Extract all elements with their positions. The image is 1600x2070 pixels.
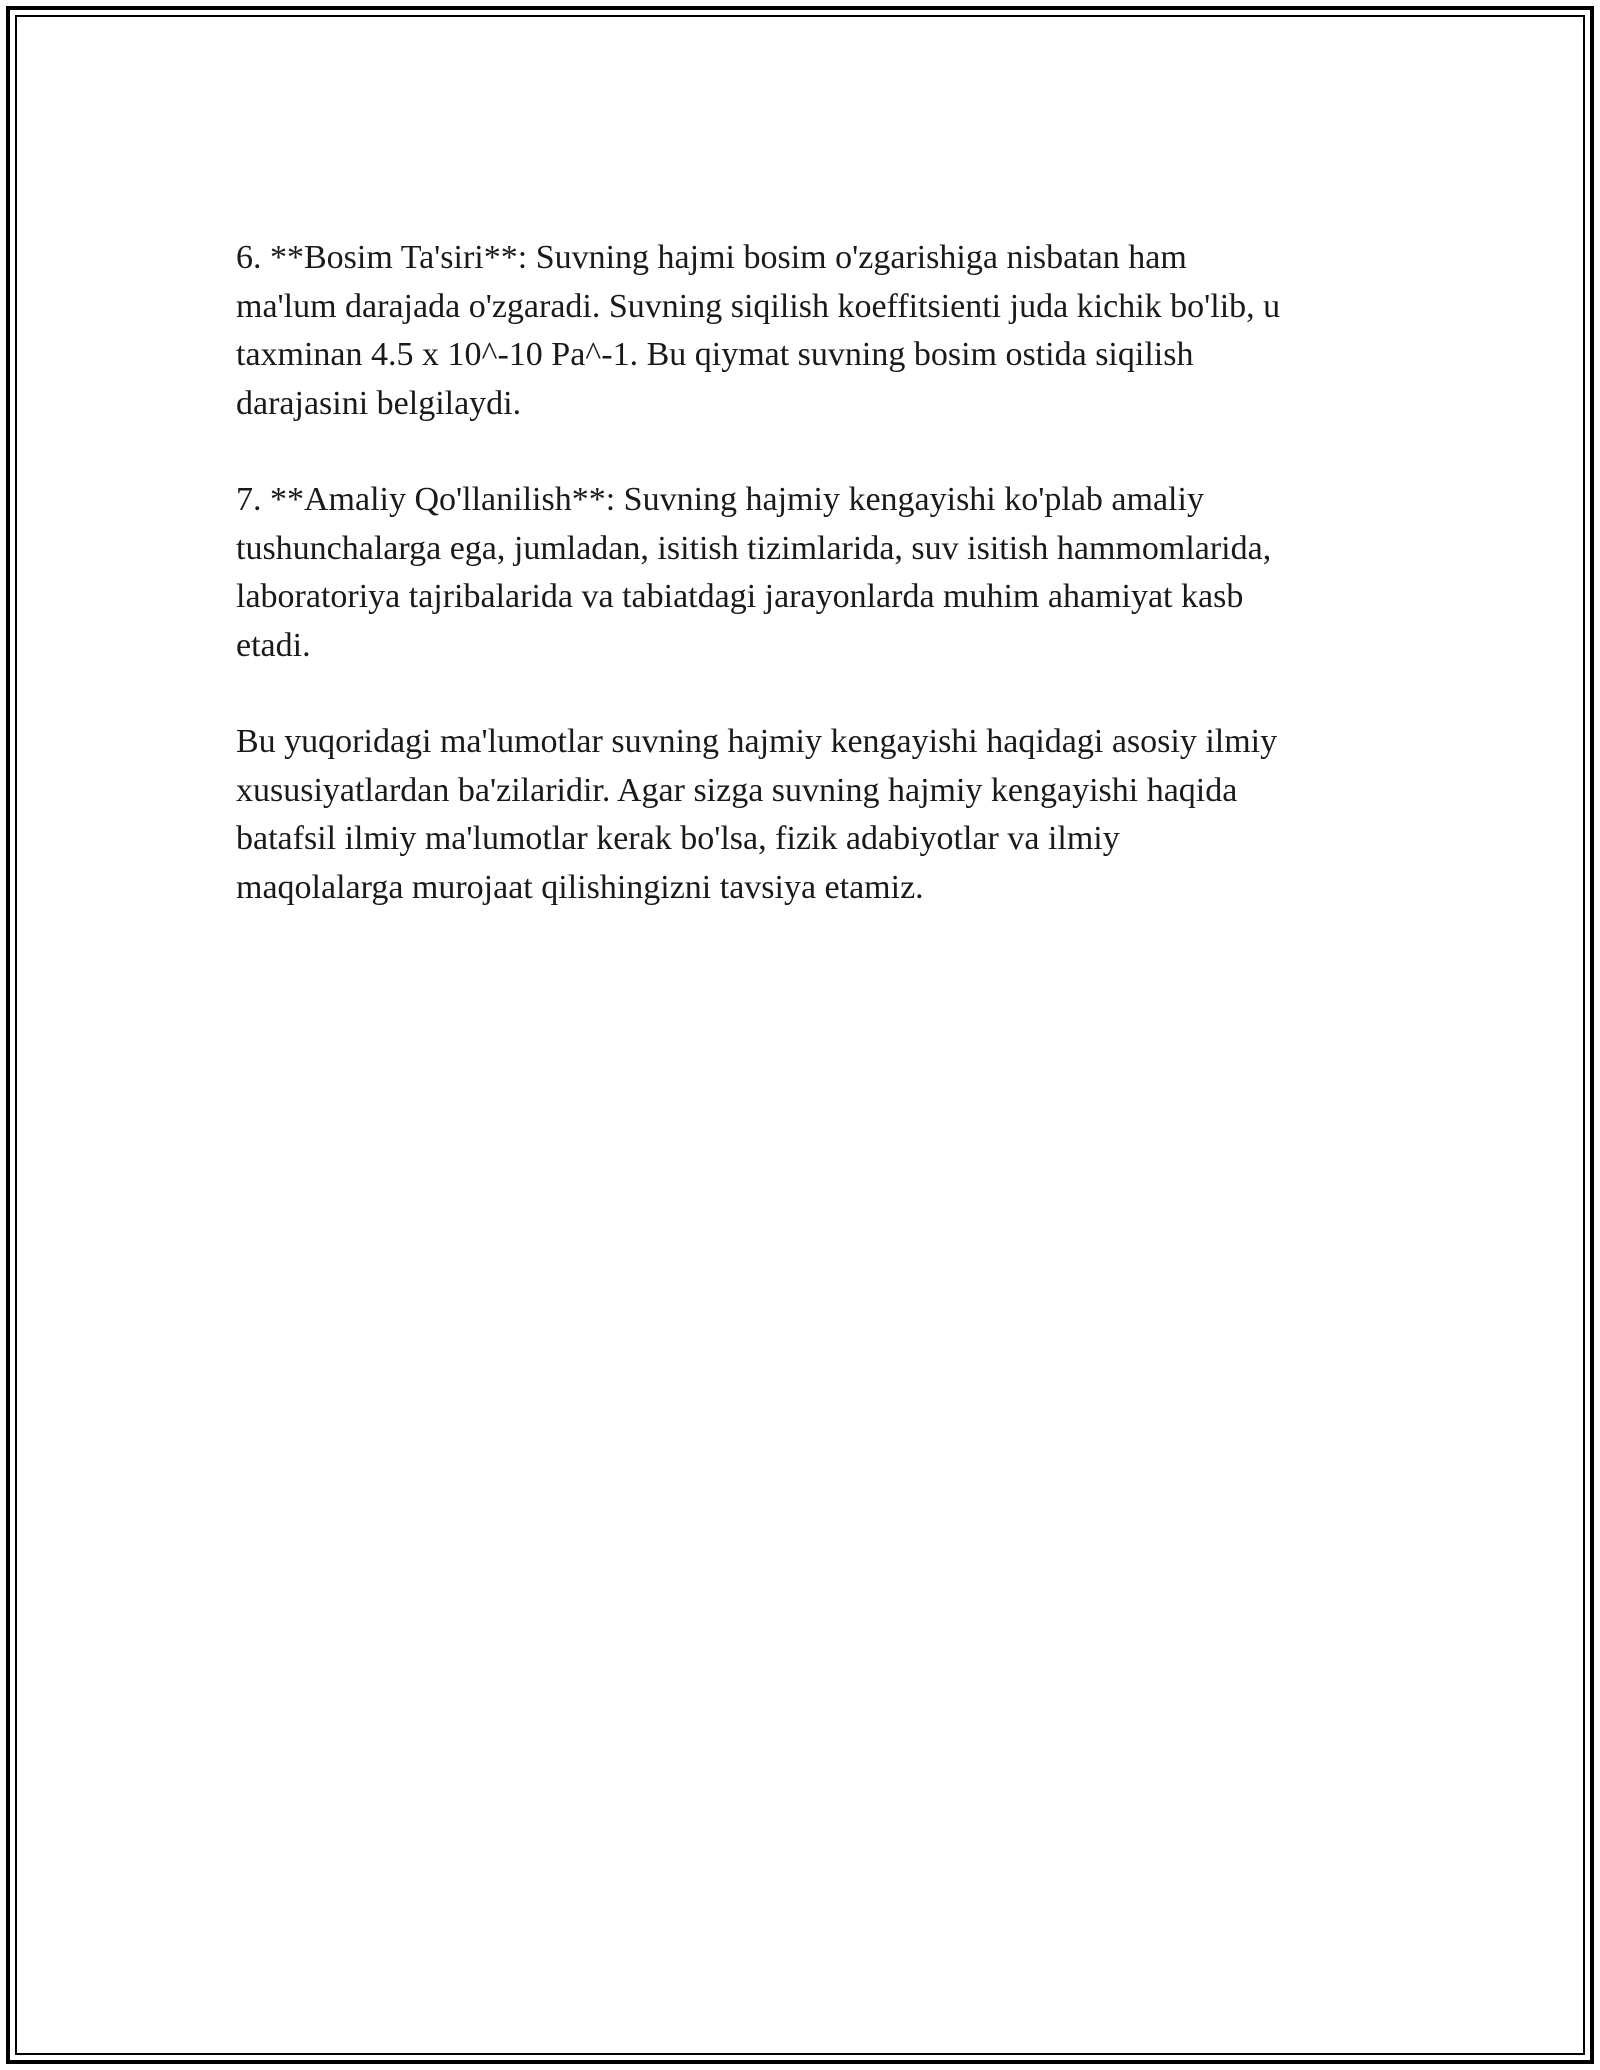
text-line: taxminan 4.5 x 10^-10 Pa^-1. Bu qiymat suvning bosim ostida siqilish bbox=[236, 336, 1194, 373]
text-line: darajasini belgilaydi. bbox=[236, 384, 522, 422]
paragraph-bosim-tasiri bbox=[236, 234, 1396, 428]
text-line: Bu yuqoridagi ma'lumotlar suvning hajmiy kengayishi haqidagi asosiy ilmiy bbox=[236, 723, 1278, 760]
paragraph-conclusion bbox=[236, 718, 1396, 912]
text-line: 7. **Amaliy Qo'llanilish**: Suvning hajmiy kengayishi ko'plab amaliy bbox=[236, 481, 1204, 518]
text-line: ma'lum darajada o'zgaradi. Suvning siqilish koeffitsienti juda kichik bo'lib, u bbox=[236, 287, 1281, 325]
text-line: batafsil ilmiy ma'lumotlar kerak bo'lsa, fizik adabiyotlar va ilmiy bbox=[236, 820, 1120, 857]
text-line: laboratoriya tajribalarida va tabiatdagi jarayonlarda muhim ahamiyat kasb bbox=[236, 578, 1244, 615]
text-line: maqolalarga murojaat qilishingizni tavsiya etamiz. bbox=[236, 868, 924, 906]
text-line: tushunchalarga ega, jumladan, isitish tizimlarida, suv isitish hammomlarida, bbox=[236, 529, 1272, 567]
text-line: 6. **Bosim Ta'siri**: Suvning hajmi bosim o'zgarishiga nisbatan ham bbox=[236, 239, 1187, 276]
document-body bbox=[236, 234, 1396, 960]
text-line: xususiyatlardan ba'zilaridir. Agar sizga suvning hajmiy kengayishi haqida bbox=[236, 771, 1238, 809]
paragraph-amaliy-qollanilish bbox=[236, 476, 1396, 670]
text-line: etadi. bbox=[236, 626, 311, 664]
